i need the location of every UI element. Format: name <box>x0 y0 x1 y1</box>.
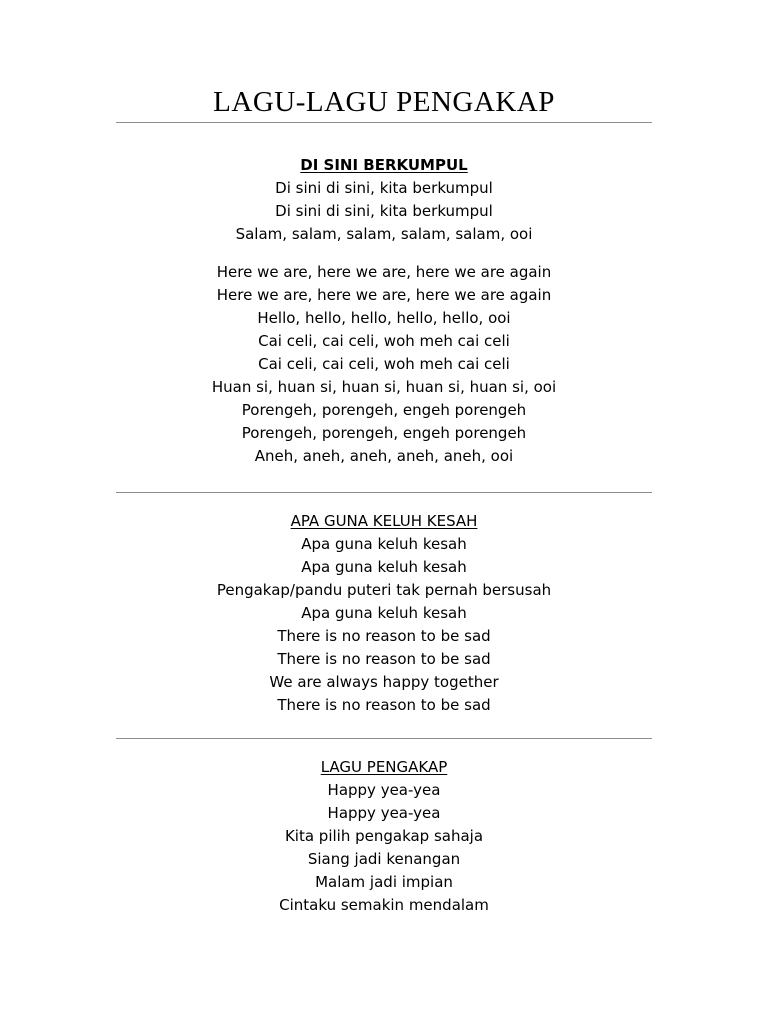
song-apa-guna-keluh-kesah <box>0 510 768 717</box>
lyric-line: Malam jadi impian <box>315 873 453 891</box>
lyric-line: Di sini di sini, kita berkumpul <box>275 202 493 220</box>
lyric-line: Happy yea-yea <box>327 781 441 799</box>
song-heading: DI SINI BERKUMPUL <box>300 156 468 174</box>
song-di-sini-berkumpul <box>0 154 768 468</box>
stanza <box>0 177 768 246</box>
lyric-line: Cai celi, cai celi, woh meh cai celi <box>258 332 510 350</box>
lyric-line: Pengakap/pandu puteri tak pernah bersusah <box>216 581 552 599</box>
stanza <box>0 261 768 468</box>
lyric-line: There is no reason to be sad <box>277 650 491 668</box>
song-lagu-pengakap <box>0 756 768 917</box>
lyric-line: Apa guna keluh kesah <box>301 604 467 622</box>
lyric-line: Huan si, huan si, huan si, huan si, huan si, ooi <box>211 378 557 396</box>
lyric-line: Porengeh, porengeh, engeh porengeh <box>241 424 527 442</box>
lyric-line: Cintaku semakin mendalam <box>279 896 489 914</box>
lyric-line: Di sini di sini, kita berkumpul <box>275 179 493 197</box>
lyric-line: There is no reason to be sad <box>277 696 491 714</box>
lyric-line: We are always happy together <box>269 673 499 691</box>
stanza <box>0 779 768 917</box>
divider-song-1 <box>116 492 652 493</box>
lyric-line: Porengeh, porengeh, engeh porengeh <box>241 401 527 419</box>
song-heading: APA GUNA KELUH KESAH <box>290 512 478 530</box>
lyric-line: Here we are, here we are, here we are again <box>216 286 552 304</box>
divider-title <box>116 122 652 123</box>
lyric-line: Apa guna keluh kesah <box>301 535 467 553</box>
lyric-line: Hello, hello, hello, hello, hello, ooi <box>257 309 511 327</box>
lyric-line: There is no reason to be sad <box>277 627 491 645</box>
lyric-line: Happy yea-yea <box>327 804 441 822</box>
lyric-line: Here we are, here we are, here we are again <box>216 263 552 281</box>
song-heading: LAGU PENGAKAP <box>320 758 448 776</box>
lyric-line: Kita pilih pengakap sahaja <box>284 827 484 845</box>
lyric-line: Salam, salam, salam, salam, salam, ooi <box>235 225 533 243</box>
stanza-spacer <box>0 246 768 261</box>
lyric-line: Apa guna keluh kesah <box>301 558 467 576</box>
divider-song-2 <box>116 738 652 739</box>
lyric-line: Siang jadi kenangan <box>307 850 461 868</box>
lyric-line: Aneh, aneh, aneh, aneh, aneh, ooi <box>254 447 514 465</box>
document-title: LAGU-LAGU PENGAKAP <box>213 86 555 118</box>
lyric-line: Cai celi, cai celi, woh meh cai celi <box>258 355 510 373</box>
stanza <box>0 533 768 717</box>
